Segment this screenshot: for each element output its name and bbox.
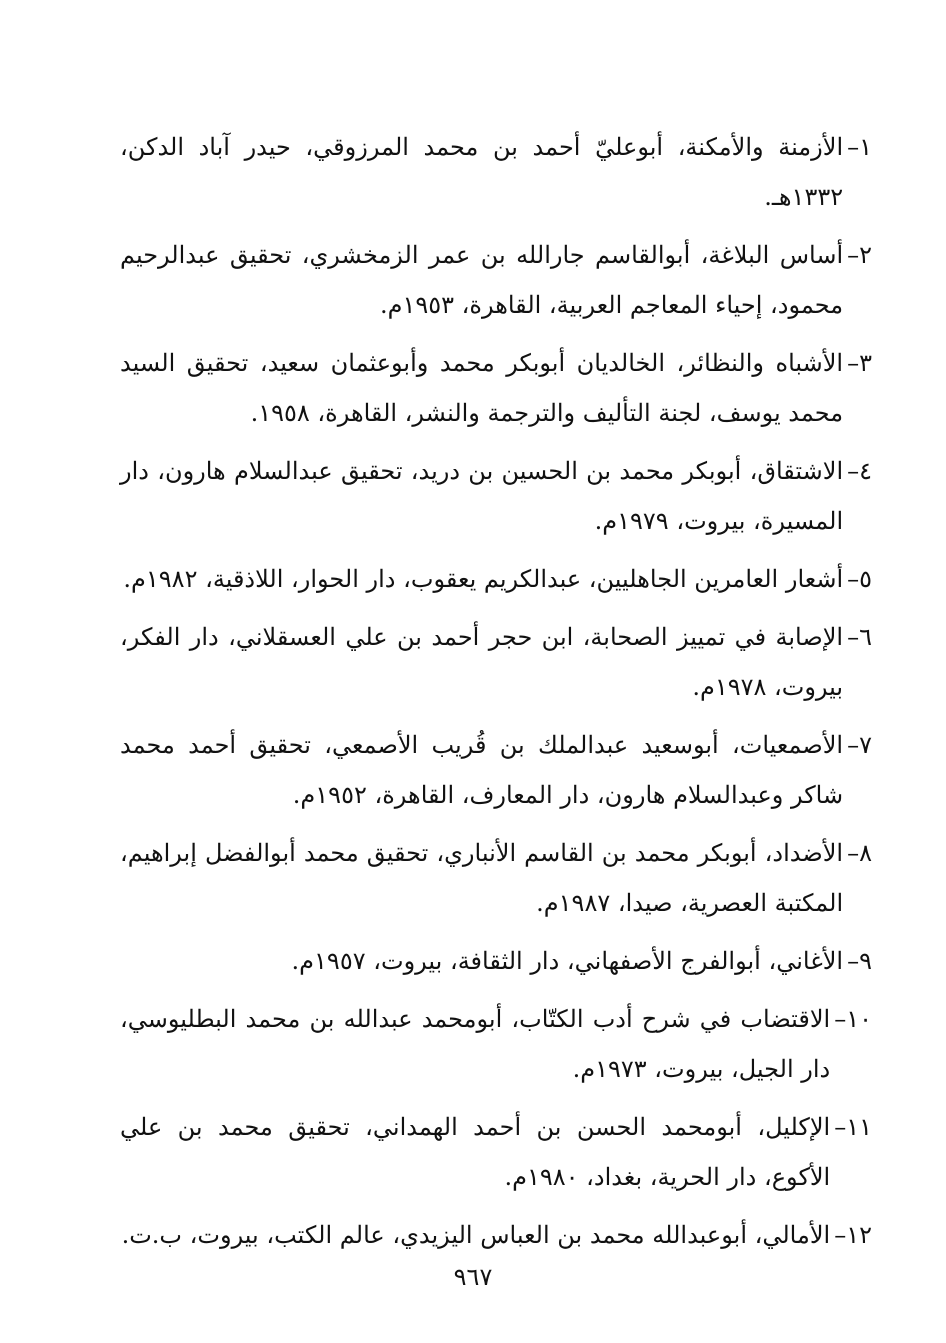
reference-text: الأمالي، أبوعبدالله محمد بن العباس اليزيدي، عالم الكتب، بيروت، ب.ت. — [121, 1221, 831, 1249]
reference-text: أشعار العامرين الجاهليين، عبدالكريم يعقوب، دار الحوار، اللاذقية، ١٩٨٢م. — [123, 565, 844, 593]
reference-number: ٤– — [847, 457, 872, 485]
reference-item — [120, 446, 872, 546]
reference-item — [120, 936, 872, 986]
reference-number: ٨– — [847, 839, 872, 867]
reference-number: ١– — [847, 133, 872, 161]
reference-text: أساس البلاغة، أبوالقاسم جارالله بن عمر الزمخشري، تحقيق عبدالرحيم محمود، إحياء المعاجم العربية، القاهرة، ١٩٥٣م. — [120, 241, 844, 319]
reference-item — [120, 720, 872, 820]
page-number: ٩٦٧ — [453, 1263, 493, 1291]
reference-number: ١١– — [834, 1113, 872, 1141]
reference-number: ٦– — [847, 623, 872, 651]
reference-number: ٣– — [847, 349, 872, 377]
reference-item — [120, 338, 872, 438]
reference-text: الاقتضاب في شرح أدب الكتّاب، أبومحمد عبدالله بن محمد البطليوسي، دار الجيل، بيروت، ١٩٧٣م. — [120, 1005, 831, 1083]
reference-text: الإصابة في تمييز الصحابة، ابن حجر أحمد بن علي العسقلاني، دار الفكر، بيروت، ١٩٧٨م. — [120, 623, 844, 701]
reference-item — [120, 1210, 872, 1260]
reference-number: ٥– — [847, 565, 872, 593]
reference-text: الإكليل، أبومحمد الحسن بن أحمد الهمداني، تحقيق محمد بن علي الأكوع، دار الحرية، بغداد، ١٩٨٠م. — [120, 1113, 831, 1191]
reference-text: الأزمنة والأمكنة، أبوعليّ أحمد بن محمد المرزوقي، حيدر آباد الدكن، ١٣٣٢هـ. — [120, 133, 844, 211]
reference-text: الأشباه والنظائر، الخالديان أبوبكر محمد وأبوعثمان سعيد، تحقيق السيد محمد يوسف، لجنة التأليف والترجمة والنشر، القاهرة، ١٩٥٨. — [120, 349, 844, 427]
reference-number: ٢– — [847, 241, 872, 269]
reference-number: ١٠– — [834, 1005, 872, 1033]
reference-item — [120, 230, 872, 330]
reference-number: ١٢– — [834, 1221, 872, 1249]
reference-text: الاشتقاق، أبوبكر محمد بن الحسين بن دريد، تحقيق عبدالسلام هارون، دار المسيرة، بيروت، ١٩٧٩م. — [120, 457, 844, 535]
reference-item — [120, 554, 872, 604]
reference-text: الأصمعيات، أبوسعيد عبدالملك بن قُريب الأصمعي، تحقيق أحمد محمد شاكر وعبدالسلام هارون، دار المعارف، القاهرة، ١٩٥٢م. — [120, 731, 844, 809]
reference-item — [120, 122, 872, 222]
reference-item — [120, 994, 872, 1094]
reference-text: الأضداد، أبوبكر محمد بن القاسم الأنباري، تحقيق محمد أبوالفضل إبراهيم، المكتبة العصرية، صيدا، ١٩٨٧م. — [120, 839, 844, 917]
reference-text: الأغاني، أبوالفرج الأصفهاني، دار الثقافة، بيروت، ١٩٥٧م. — [291, 947, 844, 975]
reference-item — [120, 612, 872, 712]
reference-number: ٧– — [847, 731, 872, 759]
reference-number: ٩– — [847, 947, 872, 975]
reference-item — [120, 828, 872, 928]
reference-list — [120, 122, 872, 1268]
reference-item — [120, 1102, 872, 1202]
